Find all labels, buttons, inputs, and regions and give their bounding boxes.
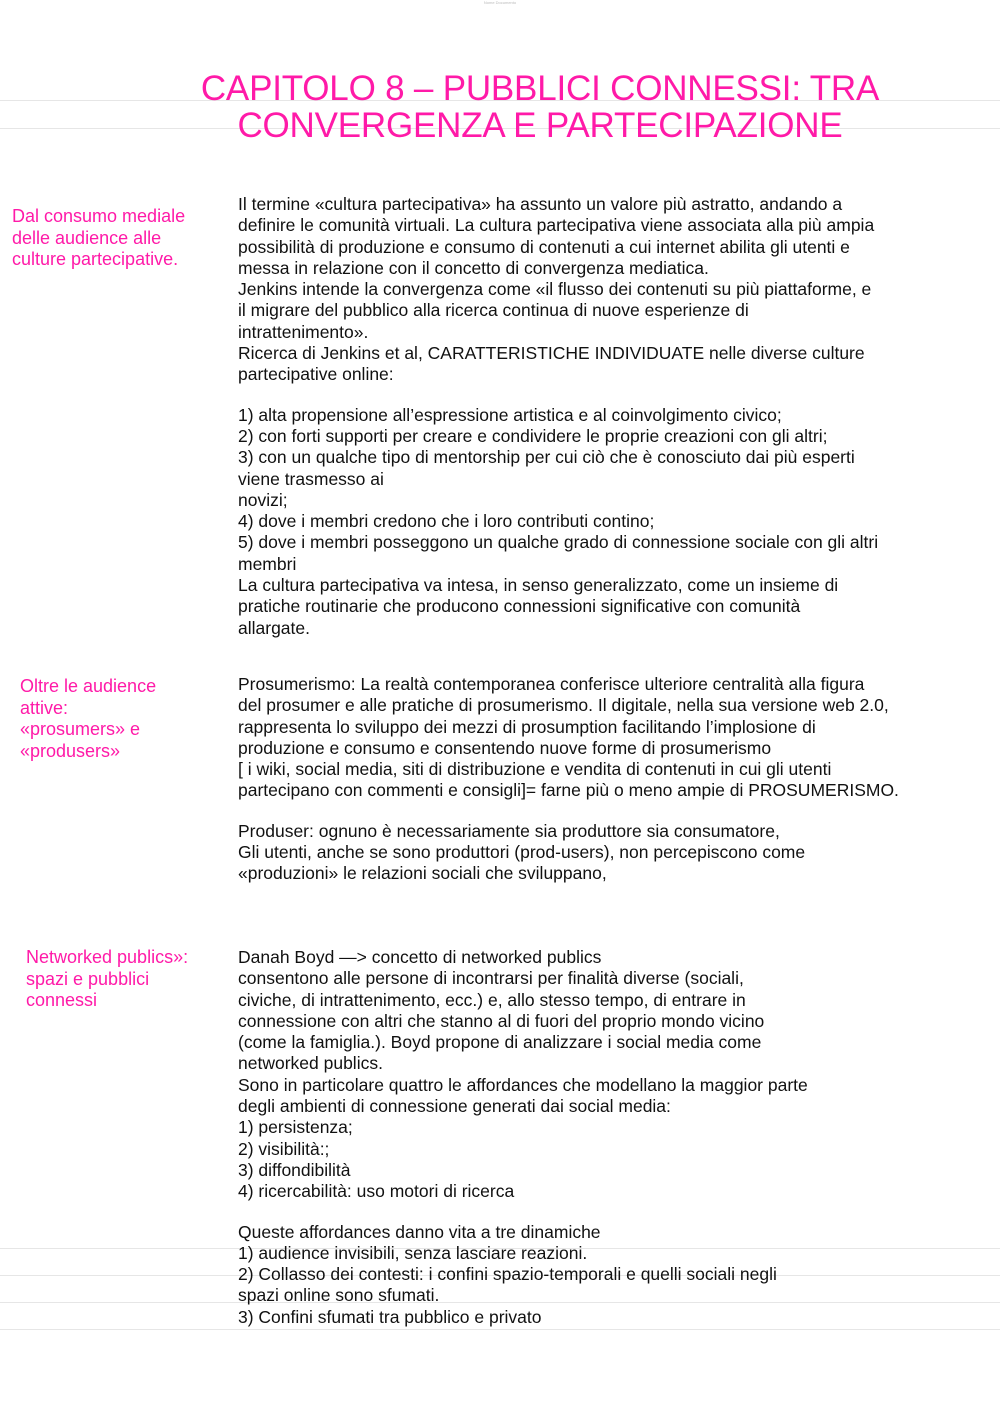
divider xyxy=(0,1329,1000,1330)
text-line: Prosumerismo: La realtà contemporanea conferisce ulteriore centralità alla figura xyxy=(238,674,865,694)
section-body-prosumers xyxy=(238,674,988,885)
paragraph-gap xyxy=(238,386,988,405)
list-item: 3) Confini sfumati tra pubblico e privato xyxy=(238,1306,542,1327)
title-line: CAPITOLO 8 – PUBBLICI CONNESSI: TRA xyxy=(200,69,880,108)
text-line: Gli utenti, anche se sono produttori (prod-users), non percepiscono come xyxy=(238,842,806,863)
heading-line: culture partecipative. xyxy=(12,249,179,269)
page-title xyxy=(60,70,1000,144)
title-line: CONVERGENZA E PARTECIPAZIONE xyxy=(237,106,843,145)
section-body-networked-publics xyxy=(238,947,988,1328)
list-item: 4) ricercabilità: uso motori di ricerca xyxy=(238,1181,515,1202)
list-item: membri xyxy=(238,553,297,574)
heading-line: «prosumers» e xyxy=(20,719,141,739)
text-line: partecipano con commenti e consigli]= farne più o meno ampie di PROSUMERISMO. xyxy=(238,780,899,801)
text-line: Jenkins intende la convergenza come «il flusso dei contenuti su più piattaforme, e xyxy=(238,279,872,300)
text-line: Ricerca di Jenkins et al, CARATTERISTICHE INDIVIDUATE nelle diverse culture xyxy=(238,343,865,364)
list-item: 2) Collasso dei contesti: i confini spazio-temporali e quelli sociali negli xyxy=(238,1264,777,1285)
text-line: Queste affordances danno vita a tre dinamiche xyxy=(238,1221,601,1242)
text-line: produzione e consumo e consentendo nuove forme di prosumerismo xyxy=(238,737,772,758)
section-heading-networked-publics xyxy=(26,947,188,1012)
heading-line: spazi e pubblici xyxy=(26,968,150,989)
text-line: Produser: ognuno è necessariamente sia produttore sia consumatore, xyxy=(238,820,780,841)
text-line: «produzioni» le relazioni sociali che sviluppano, xyxy=(238,863,607,884)
list-item: 4) dove i membri credono che i loro contributi contino; xyxy=(238,511,655,532)
heading-line: attive: xyxy=(20,697,69,718)
list-item: 2) con forti supporti per creare e condividere le proprie creazioni con gli altri; xyxy=(238,425,828,446)
heading-line: Oltre le audience xyxy=(20,676,157,696)
text-line: pratiche routinarie che producono connessioni significative con comunità xyxy=(238,596,801,617)
text-line: networked publics. xyxy=(238,1053,383,1074)
text-line: intrattenimento». xyxy=(238,321,369,342)
list-item: novizi; xyxy=(238,489,288,510)
text-line: La cultura partecipativa va intesa, in senso generalizzato, come un insieme di xyxy=(238,575,839,596)
text-line: connessione con altri che stanno al di fuori del proprio mondo vicino xyxy=(238,1010,765,1031)
text-line: possibilità di produzione e consumo di contenuti a cui internet abilita gli utenti e xyxy=(238,236,850,257)
list-item: viene trasmesso ai xyxy=(238,468,384,489)
list-item: spazi online sono sfumati. xyxy=(238,1285,440,1306)
heading-line: delle audience alle xyxy=(12,227,162,248)
text-line: messa in relazione con il concetto di convergenza mediatica. xyxy=(238,257,709,278)
text-line: degli ambienti di connessione generati dai social media: xyxy=(238,1096,671,1117)
list-item: 3) con un qualche tipo di mentorship per cui ciò che è conosciuto dai più esperti xyxy=(238,447,855,468)
section-body-participatory-cultures xyxy=(238,194,988,639)
section-heading-participatory-cultures xyxy=(12,206,185,271)
list-item: 3) diffondibilità xyxy=(238,1159,351,1180)
text-line: (come la famiglia.). Boyd propone di analizzare i social media come xyxy=(238,1032,762,1053)
text-line: rappresenta lo sviluppo dei mezzi di prosumption facilitando l’implosione di xyxy=(238,716,816,737)
text-line: allargate. xyxy=(238,617,310,638)
heading-line: «produsers» xyxy=(20,740,121,761)
heading-line: Dal consumo mediale xyxy=(12,206,186,226)
list-item: 1) alta propensione all’espressione artistica e al coinvolgimento civico; xyxy=(238,404,782,425)
heading-line: Networked publics»: xyxy=(26,947,189,967)
page-header: Nome Documento xyxy=(483,0,517,5)
text-line: del prosumer e alle pratiche di prosumerismo. Il digitale, nella sua versione web 2.0, xyxy=(238,695,889,716)
list-item: 5) dove i membri posseggono un qualche grado di connessione sociale con gli altri xyxy=(238,532,879,553)
text-line: Sono in particolare quattro le affordances che modellano la maggior parte xyxy=(238,1074,808,1095)
paragraph-gap xyxy=(238,802,988,821)
text-line: consentono alle persone di incontrarsi per finalità diverse (sociali, xyxy=(238,968,744,989)
text-line: definire le comunità virtuali. La cultura partecipativa viene associata alla più ampia xyxy=(238,215,875,236)
section-heading-prosumers xyxy=(20,676,156,762)
text-line: Il termine «cultura partecipativa» ha assunto un valore più astratto, andando a xyxy=(238,194,843,214)
heading-line: connessi xyxy=(26,990,98,1010)
text-line: [ i wiki, social media, siti di distribuzione e vendita di contenuti in cui gli utenti xyxy=(238,759,832,780)
text-line: civiche, di intrattenimento, ecc.) e, allo stesso tempo, di entrare in xyxy=(238,989,746,1010)
text-line: Danah Boyd —> concetto di networked publics xyxy=(238,947,602,967)
text-line: il migrare del pubblico alla ricerca continua di nuove esperienze di xyxy=(238,300,749,321)
list-item: 1) audience invisibili, senza lasciare reazioni. xyxy=(238,1242,588,1263)
list-item: 1) persistenza; xyxy=(238,1117,353,1138)
list-item: 2) visibilità:; xyxy=(238,1138,330,1159)
paragraph-gap xyxy=(238,1203,988,1222)
text-line: partecipative online: xyxy=(238,364,394,385)
